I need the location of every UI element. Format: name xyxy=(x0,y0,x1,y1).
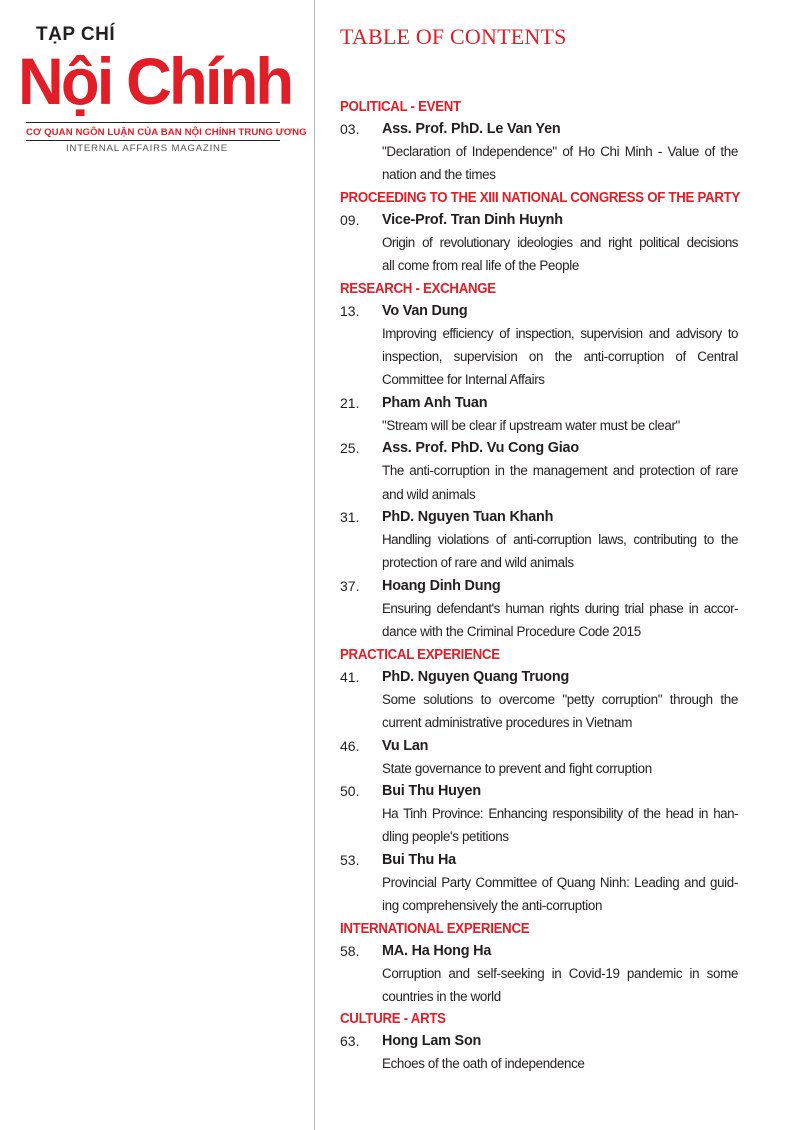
column-divider xyxy=(314,0,315,1130)
toc-article-title: Ensuring defendant's human rights during trial phase in accor- xyxy=(382,600,738,616)
toc-author: Hoang Dinh Dung xyxy=(382,577,501,594)
toc-page-number: 50. xyxy=(340,782,360,799)
toc-author: Hong Lam Son xyxy=(382,1033,482,1050)
toc-title: TABLE OF CONTENTS xyxy=(340,24,567,49)
toc-article-title: Provincial Party Committee of Quang Ninh: Leading and guid- xyxy=(382,874,738,890)
toc-entry[interactable] xyxy=(340,506,738,575)
toc-section-heading: CULTURE - ARTS xyxy=(340,1011,446,1028)
toc-entry[interactable] xyxy=(340,940,738,1009)
toc-section-heading: RESEARCH - EXCHANGE xyxy=(340,280,496,297)
toc-entry[interactable] xyxy=(340,735,738,780)
toc-entry[interactable] xyxy=(340,209,738,278)
toc-entry[interactable] xyxy=(340,780,738,849)
toc-article-title: "Stream will be clear if upstream water must be clear" xyxy=(382,417,680,433)
toc-section-heading: PRACTICAL EXPERIENCE xyxy=(340,646,500,663)
toc-article-title: Echoes of the oath of independence xyxy=(382,1056,585,1072)
toc-page-number: 37. xyxy=(340,577,360,594)
toc-section-heading: PROCEEDING TO THE XIII NATIONAL CONGRESS OF THE PARTY xyxy=(340,189,740,206)
toc-entry[interactable] xyxy=(340,437,738,506)
toc-author: Vu Lan xyxy=(382,737,429,754)
toc-article-title: "Declaration of Independence" of Ho Chi Minh - Value of the xyxy=(382,144,738,159)
toc-article-title: dance with the Criminal Procedure Code 2015 xyxy=(382,624,641,640)
toc-page-number: 09. xyxy=(340,211,360,228)
toc-article-title: and wild animals xyxy=(382,486,476,502)
toc-article-title: countries in the world xyxy=(382,988,501,1004)
toc-article-title: dling people's petitions xyxy=(382,829,509,845)
magazine-english-name: INTERNAL AFFAIRS MAGAZINE xyxy=(66,143,228,154)
logo-rule-top xyxy=(26,122,280,123)
toc-entry[interactable] xyxy=(340,392,738,437)
toc-page-number: 41. xyxy=(340,668,360,685)
toc-article-title: all come from real life of the People xyxy=(382,258,579,274)
magazine-logo: Nội Chính xyxy=(18,44,292,118)
toc-section-heading: POLITICAL - EVENT xyxy=(340,99,461,115)
toc-author: Bui Thu Huyen xyxy=(382,782,481,799)
toc-article-title: Committee for Internal Affairs xyxy=(382,372,545,388)
magazine-subtitle: CƠ QUAN NGÔN LUẬN CỦA BAN NỘI CHÍNH TRUNG ƯƠNG xyxy=(26,127,307,138)
toc-author: Pham Anh Tuan xyxy=(382,394,488,411)
toc-article-title: Corruption and self-seeking in Covid-19 pandemic in some xyxy=(382,965,738,981)
toc-page-number: 03. xyxy=(340,121,360,137)
toc-article-title: ing comprehensively the anti-corruption xyxy=(382,898,603,914)
toc-author: Vice-Prof. Tran Dinh Huynh xyxy=(382,211,563,228)
toc-author: MA. Ha Hong Ha xyxy=(382,942,492,959)
toc-section-heading: INTERNATIONAL EXPERIENCE xyxy=(340,920,530,937)
toc-article-title: The anti-corruption in the management and protection of rare xyxy=(382,463,738,479)
toc-author: Bui Thu Ha xyxy=(382,851,456,868)
toc-author: Vo Van Dung xyxy=(382,302,468,319)
toc-page-number: 21. xyxy=(340,394,360,411)
toc-page-number: 13. xyxy=(340,302,360,319)
toc-page-number: 31. xyxy=(340,509,360,526)
toc-page-number: 53. xyxy=(340,851,360,868)
toc-article-title: Origin of revolutionary ideologies and right political decisions xyxy=(382,234,738,250)
toc-article-title: inspection, supervision on the anti-corruption of Central xyxy=(382,349,738,365)
toc-entry[interactable] xyxy=(340,118,738,187)
toc-author: PhD. Nguyen Quang Truong xyxy=(382,668,570,685)
toc-page-number: 25. xyxy=(340,440,360,457)
toc-article-title: protection of rare and wild animals xyxy=(382,555,574,571)
toc-article-title: Improving efficiency of inspection, supervision and advisory to xyxy=(382,325,738,341)
toc-entry[interactable] xyxy=(340,575,738,644)
magazine-label: TẠP CHÍ xyxy=(36,24,116,45)
toc-article-title: current administrative procedures in Vietnam xyxy=(382,715,633,731)
toc-entry[interactable] xyxy=(340,300,738,392)
toc-author: Ass. Prof. PhD. Vu Cong Giao xyxy=(382,440,579,457)
toc-article-title: Handling violations of anti-corruption laws, contributing to the xyxy=(382,532,738,548)
toc-entry[interactable] xyxy=(340,1030,738,1075)
masthead-column xyxy=(0,0,314,1130)
toc-page-number: 46. xyxy=(340,737,360,754)
toc-article-title: Ha Tinh Province: Enhancing responsibility of the head in han- xyxy=(382,805,738,821)
toc-article-title: Some solutions to overcome "petty corruption" through the xyxy=(382,691,738,707)
toc-entry[interactable] xyxy=(340,849,738,918)
toc-article-title: nation and the times xyxy=(382,167,496,183)
logo-rule-bottom xyxy=(26,140,280,141)
toc-author: Ass. Prof. PhD. Le Van Yen xyxy=(382,121,561,137)
toc-author: PhD. Nguyen Tuan Khanh xyxy=(382,509,554,526)
toc-entry[interactable] xyxy=(340,666,738,735)
toc-article-title: State governance to prevent and fight corruption xyxy=(382,760,652,776)
table-of-contents xyxy=(340,96,738,1076)
toc-page-number: 63. xyxy=(340,1033,360,1050)
toc-page-number: 58. xyxy=(340,942,360,959)
